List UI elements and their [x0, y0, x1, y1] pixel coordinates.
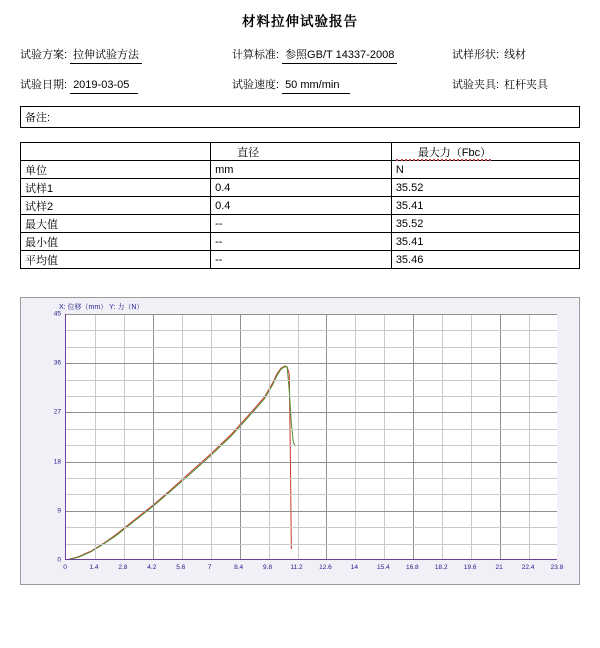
table-header-cell-0: [21, 143, 211, 161]
x-axis-tick-label: 1.4: [89, 564, 99, 571]
remark-label: 备注:: [25, 112, 51, 124]
x-axis-tick-label: 23.8: [550, 564, 564, 571]
x-axis-tick-label: 12.6: [319, 564, 332, 571]
results-table: [20, 142, 580, 269]
field-specimen-shape-value: 线材: [504, 49, 527, 61]
field-fixture: [452, 76, 580, 93]
table-row: [21, 215, 580, 233]
table-row: [21, 161, 580, 179]
field-fixture-value: 杠杆夹具: [504, 79, 549, 91]
y-axis-tick-label: 0: [57, 556, 61, 564]
row-unit-diameter: mm: [211, 161, 392, 179]
row-sample2-force: 35.41: [391, 197, 579, 215]
field-standard: [232, 46, 452, 64]
gridline-vertical: [471, 314, 472, 559]
row-sample1-diameter: 0.4: [211, 179, 392, 197]
gridline-horizontal-minor: [66, 330, 557, 331]
x-axis-tick-label: 18.2: [434, 564, 448, 571]
x-axis-tick-label: 5.6: [176, 564, 186, 571]
field-test-date-label: 试验日期:: [20, 79, 68, 91]
gridline-vertical: [269, 314, 270, 559]
gridline-horizontal-minor: [66, 396, 557, 397]
table-row: [21, 197, 580, 215]
table-row: [21, 179, 580, 197]
row-avg-label: 平均值: [21, 251, 211, 269]
gridline-horizontal: [66, 314, 557, 315]
row-avg-diameter: --: [211, 251, 392, 269]
table-header-row: [21, 143, 580, 161]
field-standard-label: 计算标准:: [232, 49, 280, 61]
report-header-fields: [0, 46, 600, 94]
y-axis-tick-label: 27: [53, 408, 61, 416]
x-axis-tick-label: 11.2: [290, 564, 303, 571]
report-page: [0, 10, 600, 648]
gridline-horizontal-minor: [66, 429, 557, 430]
gridline-horizontal-minor: [66, 445, 557, 446]
row-unit-label: 单位: [21, 161, 211, 179]
row-max-label: 最大值: [21, 215, 211, 233]
field-test-date: [20, 76, 232, 94]
row-min-label: 最小值: [21, 233, 211, 251]
row-unit-force: N: [391, 161, 579, 179]
gridline-vertical: [384, 314, 385, 559]
gridline-vertical: [326, 314, 327, 559]
row-max-diameter: --: [211, 215, 392, 233]
table-row: [21, 233, 580, 251]
table-row: [21, 251, 580, 269]
gridline-vertical: [500, 314, 501, 559]
x-axis-tick-label: 22.4: [521, 564, 535, 571]
row-min-diameter: --: [211, 233, 392, 251]
gridline-vertical: [298, 314, 299, 559]
chart-plot-area: [65, 314, 557, 560]
x-axis-tick-label: 21: [495, 564, 503, 571]
gridline-vertical: [442, 314, 443, 559]
x-axis-tick-label: 15.4: [377, 564, 390, 571]
row-sample1-force: 35.52: [391, 179, 579, 197]
gridline-vertical: [529, 314, 530, 559]
chart-curves: [66, 314, 557, 560]
x-axis-tick-label: 8.4: [234, 564, 244, 571]
gridline-horizontal: [66, 511, 557, 512]
field-test-plan-label: 试验方案:: [20, 49, 68, 61]
y-axis-tick-label: 9: [57, 507, 61, 515]
field-test-speed-label: 试验速度:: [232, 79, 280, 91]
row-avg-force: 35.46: [391, 251, 579, 269]
gridline-horizontal-minor: [66, 478, 557, 479]
row-sample2-diameter: 0.4: [211, 197, 392, 215]
x-axis-tick-label: 14: [350, 564, 359, 571]
gridline-horizontal-minor: [66, 380, 557, 381]
x-axis-tick-label: 4.2: [147, 564, 157, 571]
table-header-cell-2: 最大力（Fbc）: [391, 143, 579, 161]
gridline-vertical: [240, 314, 241, 559]
field-test-date-value: 2019-03-05: [70, 79, 138, 94]
field-test-plan-value: 拉伸试验方法: [70, 49, 142, 64]
header-row-1: [20, 46, 580, 64]
remark-box: [20, 106, 580, 128]
x-axis-tick-label: 19.6: [463, 564, 477, 571]
gridline-vertical: [182, 314, 183, 559]
gridline-horizontal-minor: [66, 544, 557, 545]
field-test-speed-value: 50 mm/min: [282, 79, 350, 94]
field-standard-value: 参照GB/T 14337-2008: [282, 49, 397, 64]
row-max-force: 35.52: [391, 215, 579, 233]
gridline-horizontal: [66, 412, 557, 413]
x-axis-tick-label: 7: [207, 564, 212, 571]
y-axis-tick-label: 45: [53, 310, 61, 318]
y-axis-tick-label: 36: [53, 359, 61, 367]
x-axis-tick-label: 0: [63, 564, 67, 571]
x-axis-tick-label: 2.8: [118, 564, 128, 571]
field-fixture-label: 试验夹具:: [452, 79, 500, 91]
field-test-speed: [232, 76, 452, 94]
field-specimen-shape: [452, 46, 580, 63]
gridline-horizontal-minor: [66, 527, 557, 528]
gridline-vertical: [413, 314, 414, 559]
gridline-horizontal: [66, 462, 557, 463]
chart-axis-title: X: 位移（mm） Y: 力（N）: [59, 304, 144, 311]
x-axis-tick-label: 9.8: [263, 564, 273, 571]
gridline-vertical: [355, 314, 356, 559]
field-test-plan: [20, 46, 232, 64]
x-axis-tick-label: 16.8: [405, 564, 419, 571]
row-min-force: 35.41: [391, 233, 579, 251]
header-row-2: [20, 76, 580, 94]
gridline-vertical: [124, 314, 125, 559]
table-header-cell-1: 直径: [211, 143, 392, 161]
gridline-vertical: [211, 314, 212, 559]
gridline-vertical: [153, 314, 154, 559]
row-sample2-label: 试样2: [21, 197, 211, 215]
gridline-horizontal: [66, 363, 557, 364]
gridline-vertical: [95, 314, 96, 559]
force-displacement-chart: [20, 297, 580, 585]
row-sample1-label: 试样1: [21, 179, 211, 197]
y-axis-tick-label: 18: [53, 458, 61, 466]
gridline-horizontal-minor: [66, 347, 557, 348]
field-specimen-shape-label: 试样形状:: [452, 49, 500, 61]
page-title: 材料拉伸试验报告: [242, 14, 358, 29]
gridline-horizontal-minor: [66, 494, 557, 495]
